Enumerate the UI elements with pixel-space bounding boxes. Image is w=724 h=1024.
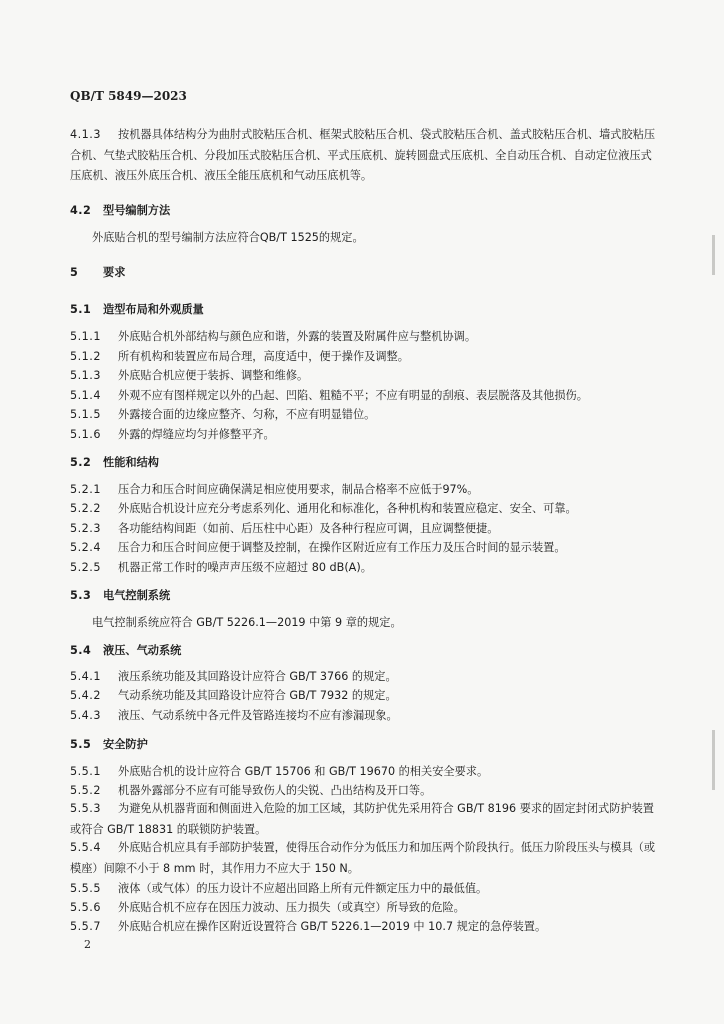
clause-number: 5.4.3 xyxy=(70,709,101,722)
clause-text: 外底贴合机应具有手部防护装置，使得压合动作分为低压力和加压两个阶段执行。低压力阶段压头与模具（或模座）间隙不小于 8 mm 时，其作用力不应大于 150 N。 xyxy=(70,841,656,875)
clause-text: 外底贴合机外部结构与颜色应和谐，外露的装置及附属件应与整机协调。 xyxy=(118,330,477,343)
clause-text: 外露的焊缝应均匀并修整平齐。 xyxy=(118,428,275,441)
clause-text: 压合力和压合时间应便于调整及控制，在操作区附近应有工作压力及压合时间的显示装置。 xyxy=(118,541,566,554)
clause-5-1-4 xyxy=(70,389,662,403)
clause-5-2-4 xyxy=(70,541,662,555)
section-number: 5.2 xyxy=(70,456,92,469)
section-title: 电气控制系统 xyxy=(103,589,171,602)
scan-edge-mark xyxy=(712,730,715,790)
clause-5-2-1 xyxy=(70,483,662,497)
clause-number: 5.5.4 xyxy=(70,841,101,854)
clause-5-5-2 xyxy=(70,784,662,798)
clause-text: 液压系统功能及其回路设计应符合 GB/T 3766 的规定。 xyxy=(118,670,397,683)
clause-text: 按机器具体结构分为曲肘式胶粘压合机、框架式胶粘压合机、袋式胶粘压合机、盖式胶粘压合机、墙式胶粘压合机、气垫式胶粘压合机、分段加压式胶粘压合机、平式压底机、旋转圆盘式压底机、全自动压合机、自动定位液压式压底机、液压外底压合机、液压全能压底机和气动压底机等。 xyxy=(70,128,656,182)
paragraph-5-3: 电气控制系统应符合 GB/T 5226.1—2019 中第 9 章的规定。 xyxy=(92,616,402,629)
section-title: 造型布局和外观质量 xyxy=(103,303,204,316)
clause-5-2-3 xyxy=(70,522,662,536)
clause-text: 液体（或气体）的压力设计不应超出回路上所有元件额定压力中的最低值。 xyxy=(118,882,488,895)
section-title: 型号编制方法 xyxy=(103,204,171,217)
clause-text: 外底贴合机应在操作区附近设置符合 GB/T 5226.1—2019 中 10.7 规定的急停装置。 xyxy=(118,920,547,933)
section-5-heading xyxy=(70,266,662,280)
section-4-2-heading xyxy=(70,204,662,218)
clause-number: 5.1.6 xyxy=(70,428,101,441)
clause-number: 5.2.3 xyxy=(70,522,101,535)
clause-5-1-3 xyxy=(70,369,662,383)
clause-5-2-5 xyxy=(70,561,662,575)
clause-5-4-1 xyxy=(70,670,662,684)
clause-5-5-3 xyxy=(70,799,662,840)
clause-text: 机器外露部分不应有可能导致伤人的尖锐、凸出结构及开口等。 xyxy=(118,784,432,797)
section-title: 性能和结构 xyxy=(103,456,159,469)
clause-5-5-4 xyxy=(70,838,662,879)
scan-edge-mark xyxy=(712,235,715,275)
clause-number: 5.5.6 xyxy=(70,901,101,914)
page-number: 2 xyxy=(84,938,91,951)
clause-text: 压合力和压合时间应确保满足相应使用要求，制品合格率不应低于97%。 xyxy=(118,483,479,496)
clause-number: 5.2.4 xyxy=(70,541,101,554)
clause-number: 5.2.2 xyxy=(70,502,101,515)
section-5-5-heading xyxy=(70,738,662,752)
clause-text: 气动系统功能及其回路设计应符合 GB/T 7932 的规定。 xyxy=(118,689,397,702)
clause-number: 5.1.3 xyxy=(70,369,101,382)
clause-number: 5.2.1 xyxy=(70,483,101,496)
clause-number: 5.4.2 xyxy=(70,689,101,702)
section-5-3-heading xyxy=(70,589,662,603)
clause-5-1-2 xyxy=(70,350,662,364)
clause-text: 为避免从机器背面和侧面进入危险的加工区域，其防护优先采用符合 GB/T 8196 要求的固定封闭式防护装置或符合 GB/T 18831 的联锁防护装置。 xyxy=(70,802,654,836)
clause-number: 4.1.3 xyxy=(70,128,101,141)
section-title: 要求 xyxy=(103,266,126,279)
clause-text: 外底贴合机设计应充分考虑系列化、通用化和标准化，各种机构和装置应稳定、安全、可靠。 xyxy=(118,502,577,515)
clause-text: 外底贴合机不应存在因压力波动、压力损失（或真空）所导致的危险。 xyxy=(118,901,465,914)
section-number: 5.5 xyxy=(70,738,92,751)
clause-number: 5.5.2 xyxy=(70,784,101,797)
section-5-1-heading xyxy=(70,303,662,317)
clause-5-5-6 xyxy=(70,901,662,915)
standard-code-header: QB/T 5849—2023 xyxy=(70,89,187,103)
clause-text: 外观不应有图样规定以外的凸起、凹陷、粗糙不平；不应有明显的刮痕、表层脱落及其他损伤。 xyxy=(118,389,588,402)
clause-5-2-2 xyxy=(70,502,662,516)
clause-text: 外露接合面的边缘应整齐、匀称，不应有明显错位。 xyxy=(118,408,376,421)
clause-5-5-5 xyxy=(70,882,662,896)
section-title: 液压、气动系统 xyxy=(103,644,182,657)
clause-4-1-3 xyxy=(70,125,662,187)
clause-text: 各功能结构间距（如前、后压柱中心距）及各种行程应可调，且应调整便捷。 xyxy=(118,522,499,535)
clause-5-1-6 xyxy=(70,428,662,442)
clause-text: 外底贴合机应便于装拆、调整和维修。 xyxy=(118,369,309,382)
clause-number: 5.1.5 xyxy=(70,408,101,421)
clause-number: 5.1.1 xyxy=(70,330,101,343)
section-title: 安全防护 xyxy=(103,738,148,751)
clause-5-4-3 xyxy=(70,709,662,723)
section-number: 5 xyxy=(70,266,79,279)
clause-number: 5.5.5 xyxy=(70,882,101,895)
clause-5-5-7 xyxy=(70,920,662,934)
clause-5-5-1 xyxy=(70,765,662,779)
section-number: 5.3 xyxy=(70,589,92,602)
clause-text: 所有机构和装置应布局合理，高度适中，便于操作及调整。 xyxy=(118,350,409,363)
clause-5-4-2 xyxy=(70,689,662,703)
clause-5-1-5 xyxy=(70,408,662,422)
clause-number: 5.5.3 xyxy=(70,802,101,815)
clause-number: 5.1.4 xyxy=(70,389,101,402)
clause-text: 外底贴合机的设计应符合 GB/T 15706 和 GB/T 19670 的相关安全要求。 xyxy=(118,765,489,778)
clause-number: 5.4.1 xyxy=(70,670,101,683)
section-number: 5.1 xyxy=(70,303,92,316)
section-number: 4.2 xyxy=(70,204,92,217)
clause-number: 5.5.7 xyxy=(70,920,101,933)
clause-text: 机器正常工作时的噪声声压级不应超过 80 dB(A)。 xyxy=(118,561,372,574)
clause-5-1-1 xyxy=(70,330,662,344)
section-number: 5.4 xyxy=(70,644,92,657)
clause-number: 5.5.1 xyxy=(70,765,101,778)
section-5-4-heading xyxy=(70,644,662,658)
section-5-2-heading xyxy=(70,456,662,470)
paragraph-4-2: 外底贴合机的型号编制方法应符合QB/T 1525的规定。 xyxy=(92,231,364,244)
clause-number: 5.2.5 xyxy=(70,561,101,574)
clause-number: 5.1.2 xyxy=(70,350,101,363)
clause-text: 液压、气动系统中各元件及管路连接均不应有渗漏现象。 xyxy=(118,709,398,722)
